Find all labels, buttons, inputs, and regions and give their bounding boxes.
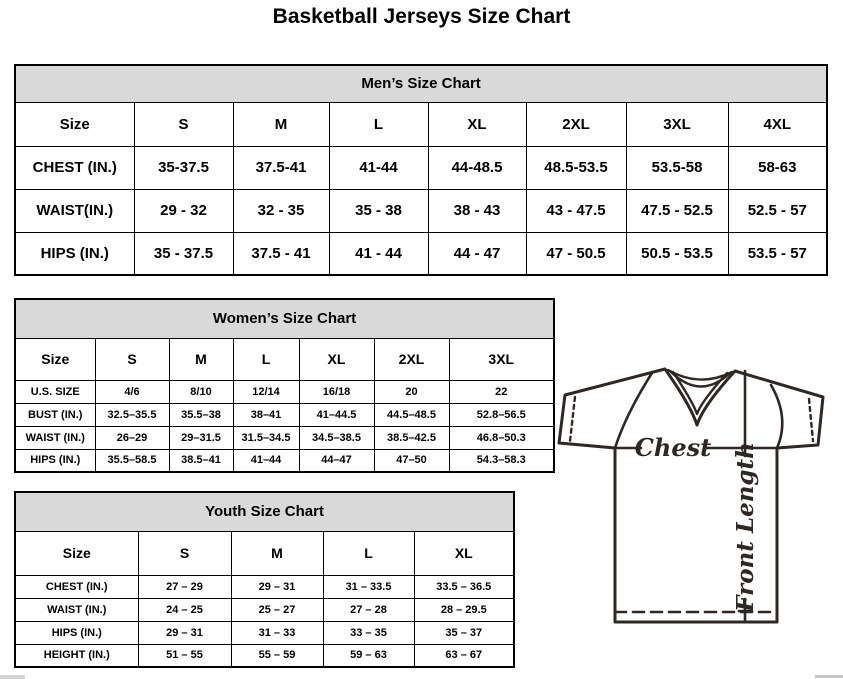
mens-size-table — [14, 64, 828, 276]
scrollbar-thumb-left[interactable] — [0, 675, 25, 679]
youth_chart-cell: 33.5 – 36.5 — [414, 575, 514, 598]
youth_chart-cell: 55 – 59 — [231, 644, 323, 667]
womens_chart-row-label: BUST (IN.) — [15, 403, 95, 426]
womens_chart-col-header: L — [233, 338, 299, 380]
womens_chart-cell: 26–29 — [95, 426, 169, 449]
chest-label: Chest — [634, 433, 712, 462]
womens_chart-row — [15, 426, 554, 449]
youth_chart-row — [15, 598, 514, 621]
mens_chart-cell: 53.5 - 57 — [728, 232, 827, 275]
womens_chart-cell: 32.5–35.5 — [95, 403, 169, 426]
womens-size-table — [14, 298, 555, 473]
mens_chart-cell: 53.5-58 — [626, 146, 728, 189]
womens_chart-row-label: U.S. SIZE — [15, 380, 95, 403]
womens_chart-cell: 8/10 — [169, 380, 233, 403]
mens_chart-col-header: XL — [428, 102, 526, 146]
womens_chart-cell: 16/18 — [299, 380, 374, 403]
youth_chart-cell: 29 – 31 — [231, 575, 323, 598]
mens_chart-col-header: 3XL — [626, 102, 728, 146]
womens_chart-cell: 31.5–34.5 — [233, 426, 299, 449]
womens_chart-cell: 20 — [374, 380, 449, 403]
womens_chart-col-header: 2XL — [374, 338, 449, 380]
mens_chart-col-header: M — [233, 102, 329, 146]
mens_chart-cell: 58-63 — [728, 146, 827, 189]
womens_chart-row — [15, 449, 554, 472]
sleeve-cuff-dash-left — [570, 397, 575, 441]
womens_chart-col-header: 3XL — [449, 338, 554, 380]
youth_chart-col-header: M — [231, 531, 323, 575]
mens_chart-cell: 38 - 43 — [428, 189, 526, 232]
youth_chart-col-header: XL — [414, 531, 514, 575]
youth_chart-cell: 31 – 33.5 — [323, 575, 414, 598]
youth_chart-col-header: L — [323, 531, 414, 575]
youth_chart-cell: 35 – 37 — [414, 621, 514, 644]
womens_chart-cell: 38.5–41 — [169, 449, 233, 472]
womens_chart-row — [15, 403, 554, 426]
youth_chart-cell: 51 – 55 — [138, 644, 231, 667]
youth_chart-row-label: WAIST (IN.) — [15, 598, 138, 621]
mens_chart-col-header: S — [134, 102, 233, 146]
womens_chart-col-header: M — [169, 338, 233, 380]
front-length-label: Front Length — [732, 442, 759, 612]
womens_chart-col-header: Size — [15, 338, 95, 380]
youth_chart-cell: 31 – 33 — [231, 621, 323, 644]
page-title: Basketball Jerseys Size Chart — [272, 5, 571, 28]
mens_chart-cell: 47 - 50.5 — [526, 232, 626, 275]
scrollbar-fragment-right[interactable] — [815, 675, 843, 678]
youth_chart-cell: 27 – 29 — [138, 575, 231, 598]
mens_chart-cell: 41-44 — [329, 146, 428, 189]
mens_chart-cell: 50.5 - 53.5 — [626, 232, 728, 275]
youth_chart-row — [15, 621, 514, 644]
womens_chart-row — [15, 380, 554, 403]
mens_chart-cell: 44-48.5 — [428, 146, 526, 189]
womens_chart-cell: 54.3–58.3 — [449, 449, 554, 472]
womens_chart-cell: 46.8–50.3 — [449, 426, 554, 449]
mens_chart-cell: 35-37.5 — [134, 146, 233, 189]
mens_chart-cell: 52.5 - 57 — [728, 189, 827, 232]
mens_chart-cell: 35 - 37.5 — [134, 232, 233, 275]
mens_chart-row — [15, 146, 827, 189]
youth_chart-row-label: CHEST (IN.) — [15, 575, 138, 598]
youth_chart-col-header: Size — [15, 531, 138, 575]
womens_chart-cell: 38–41 — [233, 403, 299, 426]
mens_chart-row-label: WAIST(IN.) — [15, 189, 134, 232]
mens_chart-row-label: CHEST (IN.) — [15, 146, 134, 189]
youth_chart-cell: 33 – 35 — [323, 621, 414, 644]
jersey-diagram — [556, 356, 843, 648]
womens_chart-cell: 44–47 — [299, 449, 374, 472]
mens_chart-cell: 44 - 47 — [428, 232, 526, 275]
right-armhole-seam — [771, 385, 782, 448]
youth_chart-row-label: HEIGHT (IN.) — [15, 644, 138, 667]
womens_chart-col-header: S — [95, 338, 169, 380]
youth_chart-row-label: HIPS (IN.) — [15, 621, 138, 644]
womens_chart-row-label: HIPS (IN.) — [15, 449, 95, 472]
mens_chart-cell: 43 - 47.5 — [526, 189, 626, 232]
womens_chart-cell: 34.5–38.5 — [299, 426, 374, 449]
womens_chart-cell: 41–44 — [233, 449, 299, 472]
womens_chart-cell: 38.5–42.5 — [374, 426, 449, 449]
mens_chart-cell: 35 - 38 — [329, 189, 428, 232]
womens_chart-row-label: WAIST (IN.) — [15, 426, 95, 449]
mens_chart-cell: 41 - 44 — [329, 232, 428, 275]
mens_chart-col-header: Size — [15, 102, 134, 146]
mens_chart-cell: 29 - 32 — [134, 189, 233, 232]
youth_chart-cell: 27 – 28 — [323, 598, 414, 621]
mens_chart-cell: 47.5 - 52.5 — [626, 189, 728, 232]
youth_chart-cell: 59 – 63 — [323, 644, 414, 667]
jersey-outline — [559, 369, 823, 622]
youth_chart-cell: 25 – 27 — [231, 598, 323, 621]
mens_chart-cell: 37.5 - 41 — [233, 232, 329, 275]
womens_chart-cell: 52.8–56.5 — [449, 403, 554, 426]
womens_chart-cell: 29–31.5 — [169, 426, 233, 449]
youth_chart-row — [15, 644, 514, 667]
youth_chart-cell: 24 – 25 — [138, 598, 231, 621]
womens_chart-cell: 35.5–38 — [169, 403, 233, 426]
womens_chart-cell: 41–44.5 — [299, 403, 374, 426]
womens_chart-cell: 4/6 — [95, 380, 169, 403]
mens_chart-band-title: Men’s Size Chart — [15, 65, 827, 102]
youth_chart-cell: 63 – 67 — [414, 644, 514, 667]
womens_chart-cell: 22 — [449, 380, 554, 403]
mens_chart-cell: 48.5-53.5 — [526, 146, 626, 189]
womens_chart-col-header: XL — [299, 338, 374, 380]
youth_chart-col-header: S — [138, 531, 231, 575]
womens_chart-cell: 44.5–48.5 — [374, 403, 449, 426]
mens_chart-col-header: L — [329, 102, 428, 146]
womens_chart-cell: 35.5–58.5 — [95, 449, 169, 472]
mens_chart-col-header: 4XL — [728, 102, 827, 146]
mens_chart-cell: 32 - 35 — [233, 189, 329, 232]
youth_chart-row — [15, 575, 514, 598]
womens_chart-cell: 47–50 — [374, 449, 449, 472]
youth_chart-band-title: Youth Size Chart — [15, 492, 514, 531]
mens_chart-row — [15, 232, 827, 275]
youth_chart-cell: 28 – 29.5 — [414, 598, 514, 621]
youth_chart-cell: 29 – 31 — [138, 621, 231, 644]
mens_chart-col-header: 2XL — [526, 102, 626, 146]
youth-size-table — [14, 491, 515, 668]
mens_chart-row-label: HIPS (IN.) — [15, 232, 134, 275]
mens_chart-cell: 37.5-41 — [233, 146, 329, 189]
sleeve-cuff-dash-right — [809, 399, 813, 441]
mens_chart-row — [15, 189, 827, 232]
womens_chart-cell: 12/14 — [233, 380, 299, 403]
womens_chart-band-title: Women’s Size Chart — [15, 299, 554, 338]
